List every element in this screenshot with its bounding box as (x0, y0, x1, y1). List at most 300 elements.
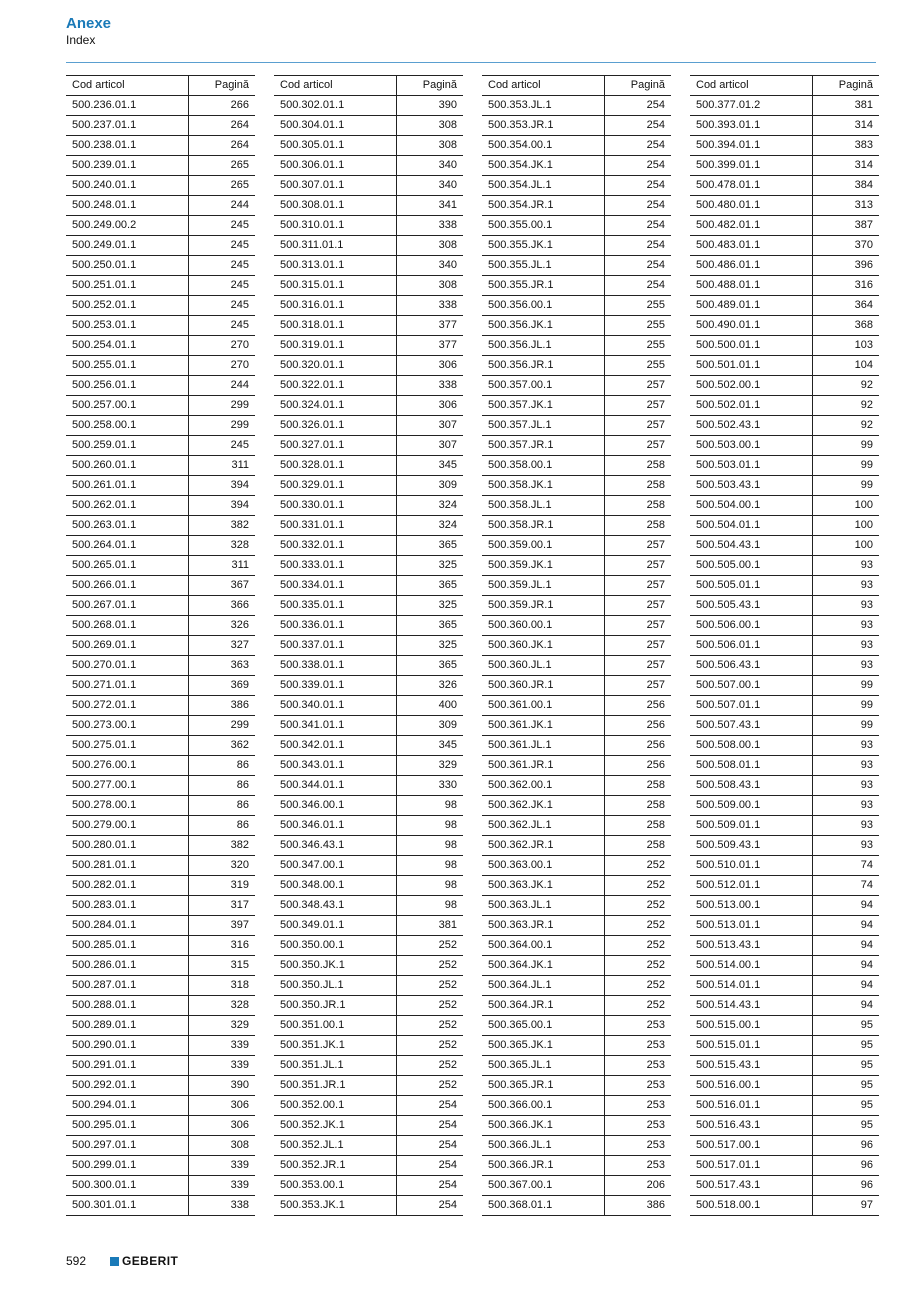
table-row (482, 116, 671, 136)
article-code: 500.327.01.1 (274, 436, 397, 456)
page-reference: 94 (813, 936, 880, 956)
page-reference: 98 (397, 876, 464, 896)
article-code: 500.507.01.1 (690, 696, 813, 716)
page-reference: 313 (813, 196, 880, 216)
page-reference: 257 (605, 396, 672, 416)
index-table (66, 75, 255, 1216)
page-reference: 99 (813, 716, 880, 736)
page-reference: 257 (605, 676, 672, 696)
article-code: 500.356.JK.1 (482, 316, 605, 336)
article-code: 500.344.01.1 (274, 776, 397, 796)
table-row (274, 576, 463, 596)
table-row (274, 756, 463, 776)
article-code: 500.505.43.1 (690, 596, 813, 616)
table-row (274, 696, 463, 716)
article-code: 500.517.01.1 (690, 1156, 813, 1176)
table-row (66, 516, 255, 536)
article-code: 500.284.01.1 (66, 916, 189, 936)
page-reference: 329 (189, 1016, 256, 1036)
table-row (66, 756, 255, 776)
article-code: 500.516.00.1 (690, 1076, 813, 1096)
page-reference: 299 (189, 416, 256, 436)
article-code: 500.515.00.1 (690, 1016, 813, 1036)
article-code: 500.280.01.1 (66, 836, 189, 856)
table-row (690, 856, 879, 876)
page-reference: 306 (397, 396, 464, 416)
page-reference: 308 (397, 236, 464, 256)
table-row (274, 596, 463, 616)
table-row (274, 816, 463, 836)
table-row (482, 1196, 671, 1216)
article-code: 500.328.01.1 (274, 456, 397, 476)
article-code: 500.513.43.1 (690, 936, 813, 956)
page-reference: 252 (397, 936, 464, 956)
page-reference: 325 (397, 636, 464, 656)
article-code: 500.339.01.1 (274, 676, 397, 696)
page-reference: 338 (189, 1196, 256, 1216)
table-row (690, 1196, 879, 1216)
table-row (482, 256, 671, 276)
table-row (274, 156, 463, 176)
article-code: 500.505.00.1 (690, 556, 813, 576)
table-row (690, 676, 879, 696)
article-code: 500.357.00.1 (482, 376, 605, 396)
page-reference: 100 (813, 516, 880, 536)
table-row (66, 976, 255, 996)
article-code: 500.358.JR.1 (482, 516, 605, 536)
table-row (482, 496, 671, 516)
article-code: 500.506.01.1 (690, 636, 813, 656)
table-row (66, 656, 255, 676)
page-reference: 93 (813, 816, 880, 836)
page-reference: 93 (813, 736, 880, 756)
table-row (690, 156, 879, 176)
table-row (482, 1136, 671, 1156)
page-reference: 254 (397, 1156, 464, 1176)
article-code: 500.347.00.1 (274, 856, 397, 876)
article-code: 500.514.01.1 (690, 976, 813, 996)
page-reference: 257 (605, 536, 672, 556)
page-reference: 257 (605, 596, 672, 616)
table-row (274, 1056, 463, 1076)
page-reference: 270 (189, 336, 256, 356)
page-reference: 100 (813, 496, 880, 516)
table-row (690, 216, 879, 236)
table-row (690, 756, 879, 776)
page-reference: 94 (813, 976, 880, 996)
table-row (274, 296, 463, 316)
page-reference: 254 (397, 1116, 464, 1136)
page-reference: 254 (605, 256, 672, 276)
page-reference: 257 (605, 616, 672, 636)
page-reference: 257 (605, 376, 672, 396)
table-row (66, 256, 255, 276)
page-reference: 258 (605, 816, 672, 836)
page-reference: 255 (605, 356, 672, 376)
page-reference: 383 (813, 136, 880, 156)
page-reference: 338 (397, 216, 464, 236)
article-code: 500.282.01.1 (66, 876, 189, 896)
article-code: 500.259.01.1 (66, 436, 189, 456)
page-reference: 254 (605, 196, 672, 216)
page-reference: 382 (189, 516, 256, 536)
table-row (66, 1156, 255, 1176)
page-reference: 306 (189, 1096, 256, 1116)
table-row (66, 1176, 255, 1196)
table-row (66, 896, 255, 916)
article-code: 500.268.01.1 (66, 616, 189, 636)
table-row (66, 596, 255, 616)
table-row (690, 836, 879, 856)
article-code: 500.365.JK.1 (482, 1036, 605, 1056)
article-code: 500.258.00.1 (66, 416, 189, 436)
page-reference: 315 (189, 956, 256, 976)
article-code: 500.359.JR.1 (482, 596, 605, 616)
table-row (66, 1036, 255, 1056)
page-reference: 94 (813, 996, 880, 1016)
table-row (482, 976, 671, 996)
page-reference: 257 (605, 576, 672, 596)
article-code: 500.270.01.1 (66, 656, 189, 676)
page-reference: 387 (813, 216, 880, 236)
article-code: 500.363.00.1 (482, 856, 605, 876)
article-code: 500.355.JR.1 (482, 276, 605, 296)
table-row (274, 1116, 463, 1136)
table-row (66, 1016, 255, 1036)
article-code: 500.486.01.1 (690, 256, 813, 276)
article-code: 500.512.01.1 (690, 876, 813, 896)
article-code: 500.290.01.1 (66, 1036, 189, 1056)
page-reference: 252 (605, 996, 672, 1016)
page-reference: 253 (605, 1156, 672, 1176)
page-reference: 96 (813, 1136, 880, 1156)
table-row (66, 556, 255, 576)
article-code: 500.250.01.1 (66, 256, 189, 276)
page-reference: 93 (813, 836, 880, 856)
page-reference: 258 (605, 796, 672, 816)
page-reference: 366 (189, 596, 256, 616)
table-row (274, 456, 463, 476)
table-row (274, 1016, 463, 1036)
article-code: 500.364.JL.1 (482, 976, 605, 996)
article-code: 500.277.00.1 (66, 776, 189, 796)
page-reference: 308 (397, 276, 464, 296)
article-code: 500.363.JL.1 (482, 896, 605, 916)
article-code: 500.364.JK.1 (482, 956, 605, 976)
article-code: 500.482.01.1 (690, 216, 813, 236)
page-reference: 316 (189, 936, 256, 956)
page-reference: 365 (397, 616, 464, 636)
table-row (690, 396, 879, 416)
article-code: 500.348.00.1 (274, 876, 397, 896)
table-row (690, 576, 879, 596)
table-row (482, 1176, 671, 1196)
table-row (274, 236, 463, 256)
page-reference: 256 (605, 736, 672, 756)
article-code: 500.263.01.1 (66, 516, 189, 536)
article-code: 500.248.01.1 (66, 196, 189, 216)
article-code: 500.488.01.1 (690, 276, 813, 296)
table-row (274, 396, 463, 416)
page-reference: 257 (605, 436, 672, 456)
table-header-row (274, 76, 463, 96)
article-code: 500.307.01.1 (274, 176, 397, 196)
article-code: 500.354.JR.1 (482, 196, 605, 216)
article-code: 500.515.43.1 (690, 1056, 813, 1076)
table-row (482, 176, 671, 196)
article-code: 500.364.00.1 (482, 936, 605, 956)
article-code: 500.288.01.1 (66, 996, 189, 1016)
page-reference: 254 (397, 1136, 464, 1156)
table-row (274, 796, 463, 816)
table-row (274, 976, 463, 996)
page-header (66, 15, 111, 47)
page-reference: 245 (189, 216, 256, 236)
page-reference: 386 (605, 1196, 672, 1216)
table-header-row (690, 76, 879, 96)
article-code: 500.294.01.1 (66, 1096, 189, 1116)
table-row (274, 736, 463, 756)
index-table (274, 75, 463, 1216)
article-code: 500.506.43.1 (690, 656, 813, 676)
table-row (66, 236, 255, 256)
page-reference: 245 (189, 256, 256, 276)
table-row (690, 1076, 879, 1096)
page-reference: 254 (397, 1196, 464, 1216)
article-code: 500.358.00.1 (482, 456, 605, 476)
article-code: 500.299.01.1 (66, 1156, 189, 1176)
page-reference: 365 (397, 656, 464, 676)
table-row (274, 1096, 463, 1116)
page-reference: 253 (605, 1116, 672, 1136)
article-code: 500.358.JL.1 (482, 496, 605, 516)
article-code: 500.393.01.1 (690, 116, 813, 136)
article-code: 500.517.43.1 (690, 1176, 813, 1196)
table-row (274, 916, 463, 936)
column-header-page: Pagină (605, 76, 672, 96)
page-reference: 253 (605, 1036, 672, 1056)
page-reference: 86 (189, 796, 256, 816)
article-code: 500.503.00.1 (690, 436, 813, 456)
article-code: 500.237.01.1 (66, 116, 189, 136)
article-code: 500.261.01.1 (66, 476, 189, 496)
article-code: 500.254.01.1 (66, 336, 189, 356)
article-code: 500.508.01.1 (690, 756, 813, 776)
article-code: 500.502.01.1 (690, 396, 813, 416)
article-code: 500.399.01.1 (690, 156, 813, 176)
page-reference: 318 (189, 976, 256, 996)
page-reference: 308 (397, 136, 464, 156)
page-reference: 252 (397, 1056, 464, 1076)
article-code: 500.362.JR.1 (482, 836, 605, 856)
page-reference: 254 (605, 136, 672, 156)
page-reference: 257 (605, 416, 672, 436)
page-reference: 99 (813, 456, 880, 476)
article-code: 500.355.00.1 (482, 216, 605, 236)
table-row (482, 556, 671, 576)
table-row (482, 776, 671, 796)
table-row (274, 116, 463, 136)
article-code: 500.361.JK.1 (482, 716, 605, 736)
article-code: 500.356.JL.1 (482, 336, 605, 356)
page-reference: 253 (605, 1056, 672, 1076)
article-code: 500.255.01.1 (66, 356, 189, 376)
table-row (482, 856, 671, 876)
table-row (690, 916, 879, 936)
page-reference: 256 (605, 756, 672, 776)
article-code: 500.301.01.1 (66, 1196, 189, 1216)
page-reference: 99 (813, 676, 880, 696)
article-code: 500.365.00.1 (482, 1016, 605, 1036)
article-code: 500.359.JK.1 (482, 556, 605, 576)
article-code: 500.256.01.1 (66, 376, 189, 396)
page-reference: 396 (813, 256, 880, 276)
page-reference: 92 (813, 396, 880, 416)
page-reference: 345 (397, 736, 464, 756)
table-row (690, 456, 879, 476)
table-row (66, 96, 255, 116)
page-reference: 307 (397, 436, 464, 456)
table-row (274, 536, 463, 556)
table-row (274, 856, 463, 876)
page-reference: 255 (605, 316, 672, 336)
article-code: 500.348.43.1 (274, 896, 397, 916)
page-reference: 95 (813, 1076, 880, 1096)
page-reference: 99 (813, 436, 880, 456)
table-row (66, 716, 255, 736)
page-number: 592 (66, 1254, 87, 1268)
table-row (66, 396, 255, 416)
article-code: 500.281.01.1 (66, 856, 189, 876)
page-reference: 307 (397, 416, 464, 436)
page-reference: 96 (813, 1176, 880, 1196)
table-row (482, 956, 671, 976)
page-reference: 92 (813, 376, 880, 396)
table-row (482, 536, 671, 556)
table-row (274, 216, 463, 236)
table-row (690, 116, 879, 136)
page-reference: 370 (813, 236, 880, 256)
table-row (66, 416, 255, 436)
page-reference: 95 (813, 1036, 880, 1056)
article-code: 500.276.00.1 (66, 756, 189, 776)
table-row (482, 836, 671, 856)
article-code: 500.324.01.1 (274, 396, 397, 416)
page-reference: 99 (813, 476, 880, 496)
article-code: 500.306.01.1 (274, 156, 397, 176)
table-row (274, 496, 463, 516)
page-reference: 328 (189, 536, 256, 556)
page-reference: 86 (189, 816, 256, 836)
table-row (482, 456, 671, 476)
column-header-code: Cod articol (482, 76, 605, 96)
table-row (482, 1016, 671, 1036)
table-row (66, 196, 255, 216)
table-row (690, 436, 879, 456)
table-row (482, 596, 671, 616)
page-reference: 270 (189, 356, 256, 376)
article-code: 500.253.01.1 (66, 316, 189, 336)
table-row (690, 976, 879, 996)
article-code: 500.311.01.1 (274, 236, 397, 256)
article-code: 500.357.JK.1 (482, 396, 605, 416)
article-code: 500.271.01.1 (66, 676, 189, 696)
page-reference: 100 (813, 536, 880, 556)
table-row (482, 416, 671, 436)
page-reference: 381 (813, 96, 880, 116)
article-code: 500.509.00.1 (690, 796, 813, 816)
table-row (66, 356, 255, 376)
page-reference: 252 (605, 956, 672, 976)
article-code: 500.510.01.1 (690, 856, 813, 876)
table-row (66, 116, 255, 136)
page-reference: 363 (189, 656, 256, 676)
table-row (66, 576, 255, 596)
page-reference: 326 (397, 676, 464, 696)
page-reference: 98 (397, 836, 464, 856)
article-code: 500.508.43.1 (690, 776, 813, 796)
article-code: 500.289.01.1 (66, 1016, 189, 1036)
table-row (66, 696, 255, 716)
article-code: 500.360.JK.1 (482, 636, 605, 656)
table-row (66, 316, 255, 336)
page-reference: 252 (397, 1016, 464, 1036)
article-code: 500.260.01.1 (66, 456, 189, 476)
table-row (690, 476, 879, 496)
table-row (690, 816, 879, 836)
article-code: 500.500.01.1 (690, 336, 813, 356)
page-reference: 254 (605, 96, 672, 116)
article-code: 500.359.00.1 (482, 536, 605, 556)
page-reference: 98 (397, 796, 464, 816)
page-reference: 94 (813, 916, 880, 936)
table-row (482, 436, 671, 456)
page-reference: 98 (397, 856, 464, 876)
page-reference: 309 (397, 476, 464, 496)
table-row (690, 896, 879, 916)
table-row (690, 296, 879, 316)
article-code: 500.346.00.1 (274, 796, 397, 816)
page-reference: 93 (813, 616, 880, 636)
table-row (482, 336, 671, 356)
article-code: 500.285.01.1 (66, 936, 189, 956)
page-reference: 299 (189, 716, 256, 736)
table-row (274, 196, 463, 216)
page-reference: 340 (397, 256, 464, 276)
article-code: 500.483.01.1 (690, 236, 813, 256)
header-divider (66, 62, 876, 63)
table-row (482, 216, 671, 236)
page-reference: 252 (397, 1076, 464, 1096)
page-reference: 345 (397, 456, 464, 476)
article-code: 500.343.01.1 (274, 756, 397, 776)
table-row (274, 936, 463, 956)
table-row (690, 416, 879, 436)
article-code: 500.350.JL.1 (274, 976, 397, 996)
page-reference: 397 (189, 916, 256, 936)
article-code: 500.505.01.1 (690, 576, 813, 596)
table-row (690, 136, 879, 156)
page-reference: 254 (397, 1096, 464, 1116)
article-code: 500.349.01.1 (274, 916, 397, 936)
table-row (690, 1036, 879, 1056)
article-code: 500.346.43.1 (274, 836, 397, 856)
article-code: 500.295.01.1 (66, 1116, 189, 1136)
page-reference: 93 (813, 796, 880, 816)
article-code: 500.363.JR.1 (482, 916, 605, 936)
page-reference: 255 (605, 296, 672, 316)
page-reference: 324 (397, 516, 464, 536)
